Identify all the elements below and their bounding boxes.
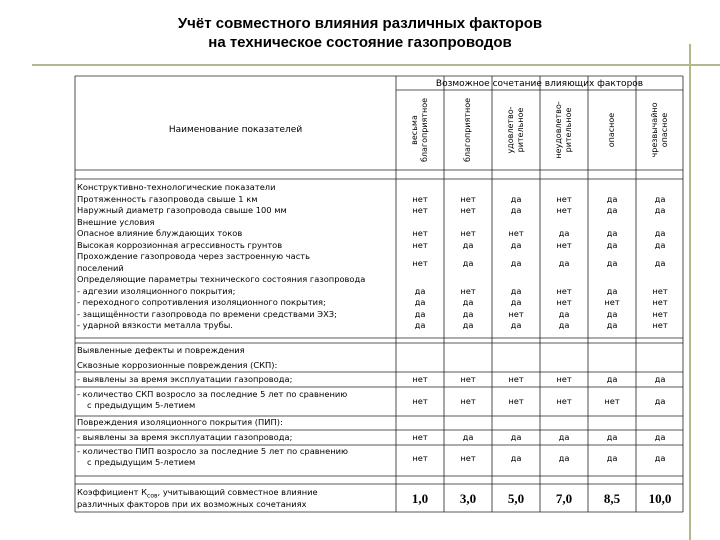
skp-growth-cell: нет [412,396,428,406]
value-cell: да [558,320,570,330]
value-cell: нет [412,258,428,268]
column-header-label: чрезвычайно опасное [650,102,669,158]
value-cell: да [414,320,426,330]
value-cell: да [462,258,474,268]
value-cell: да [558,308,570,319]
pip-growth-label-1: - количество ПИП возросло за последние 5 лет по сравнению [77,446,349,456]
value-cell: нет [412,228,428,238]
value-cell: нет [412,193,428,204]
row-label: поселений [77,262,124,273]
column-header-4 [540,90,588,170]
pip-growth-cell: нет [460,453,476,463]
value-cell: нет [412,205,428,215]
pip-found-cell: да [606,432,618,442]
row-label: Определяющие параметры технического состояния газопровода [77,274,366,284]
column-header-label: благоприятное [463,97,472,163]
row-label: Протяженность газопровода свыше 1 км [77,193,258,204]
value-cell: да [510,205,522,215]
row-label: Прохождение газопровода через застроенную часть [77,251,310,261]
value-cell: да [558,258,570,268]
row-label: - ударной вязкости металла трубы. [77,320,233,330]
row-label: - защищённости газопровода по времени средствами ЭХЗ; [77,308,337,319]
value-cell: да [462,297,474,307]
skp-found-cell: да [654,374,666,384]
pip-growth-label-2: с предыдущим 5-летием [87,457,196,467]
skp-growth-cell: нет [604,396,620,406]
column-header-label: неудовлетво-рительное [554,101,573,159]
value-cell: нет [412,239,428,250]
skp-growth-label-1: - количество СКП возросло за последние 5 лет по сравнению [77,389,348,399]
column-header-6 [636,90,684,170]
indicator-name-header: Наименование показателей [168,125,303,135]
value-cell: нет [460,285,476,296]
value-cell: нет [556,193,572,204]
value-cell: да [654,239,666,250]
skp-found-cell: да [606,374,618,384]
value-cell: да [510,258,522,268]
value-cell: да [558,228,570,238]
value-cell: да [606,308,618,319]
skp-found-label: - выявлены за время эксплуатации газопровода; [77,374,293,384]
value-cell: да [414,297,426,307]
column-header-2 [444,90,492,170]
value-cell: нет [652,285,668,296]
skp-found-cell: нет [508,374,524,384]
skp-found-cell: нет [460,374,476,384]
skp-growth-cell: нет [460,396,476,406]
pip-growth-cell: да [558,453,570,463]
value-cell: нет [508,308,524,319]
defects-heading: Выявленные дефекты и повреждения [77,345,245,355]
value-cell: нет [556,285,572,296]
pip-growth-cell: да [510,453,522,463]
value-cell: нет [460,193,476,204]
column-header-5 [588,90,636,170]
value-cell: да [510,320,522,330]
row-label: Конструктивно-технологические показатели [77,182,276,192]
coefficient-value-cell: 5,0 [507,491,525,506]
pip-found-cell: да [654,432,666,442]
pip-growth-cell: да [654,453,666,463]
pip-found-cell: да [558,432,570,442]
value-cell: нет [460,205,476,215]
value-cell: да [606,285,618,296]
row-label: - адгезии изоляционного покрытия; [77,285,236,296]
coefficient-value-cell: 8,5 [603,491,621,506]
row-label: Внешние условия [77,216,155,227]
skp-heading: Сквозные коррозионные повреждения (СКП): [77,360,278,370]
coefficient-label-2: различных факторов при их возможных сочетаниях [77,499,307,509]
row-label: Наружный диаметр газопровода свыше 100 мм [77,205,287,215]
value-cell: да [510,285,522,296]
column-header-label: весьма благоприятное [410,97,429,163]
value-cell: да [606,239,618,250]
value-cell: нет [604,297,620,307]
column-header-label: удовлетво-рительное [506,106,525,154]
row-label: - переходного сопротивления изоляционного покрытия; [77,297,326,307]
skp-growth-label-2: с предыдущим 5-летием [87,400,196,410]
value-cell: нет [652,297,668,307]
skp-growth-cell: да [654,396,666,406]
row-label: Высокая коррозионная агрессивность грунтов [77,239,283,250]
skp-found-cell: нет [556,374,572,384]
value-cell: да [654,228,666,238]
column-header-3 [492,90,540,170]
value-cell: да [654,205,666,215]
value-cell: нет [652,320,668,330]
skp-growth-cell: нет [556,396,572,406]
value-cell: да [606,205,618,215]
pip-found-label: - выявлены за время эксплуатации газопровода; [77,432,293,442]
column-header-1 [396,90,444,170]
value-cell: да [606,193,618,204]
coefficient-value-cell: 1,0 [411,491,429,506]
column-header-label: опасное [607,112,616,148]
pip-found-cell: нет [412,432,428,442]
value-cell: да [510,297,522,307]
coefficient-value-cell: 7,0 [555,491,573,506]
value-cell: нет [460,228,476,238]
value-cell: да [654,193,666,204]
row-label: Опасное влияние блуждающих токов [77,228,243,238]
value-cell: да [462,320,474,330]
pip-found-cell: да [510,432,522,442]
value-cell: да [654,258,666,268]
value-cell: да [606,258,618,268]
value-cell: да [414,285,426,296]
value-cell: да [510,239,522,250]
pip-growth-cell: да [606,453,618,463]
value-cell: нет [556,239,572,250]
coefficient-value-cell: 3,0 [459,491,477,506]
skp-growth-cell: нет [508,396,524,406]
pip-found-cell: да [462,432,474,442]
coefficient-value-cell: 10,0 [648,491,672,506]
skp-found-cell: нет [412,374,428,384]
page-title: Учёт совместного влияния различных факторов на техническое состояние газопроводов [177,15,543,51]
value-cell: да [462,308,474,319]
coefficient-label-1: Коэффициент $К_{сов}$, учитывающий совместное влияние [77,487,318,500]
pip-heading: Повреждения изоляционного покрытия (ПИП): [77,417,283,427]
value-cell: да [510,193,522,204]
value-cell: да [462,239,474,250]
value-cell: нет [508,228,524,238]
value-cell: нет [652,308,668,319]
pip-growth-cell: нет [412,453,428,463]
value-cell: да [414,308,426,319]
factors-group-header: Возможное сочетание влияющих факторов [435,79,644,89]
value-cell: нет [556,205,572,215]
value-cell: да [606,228,618,238]
value-cell: да [606,320,618,330]
value-cell: нет [556,297,572,307]
